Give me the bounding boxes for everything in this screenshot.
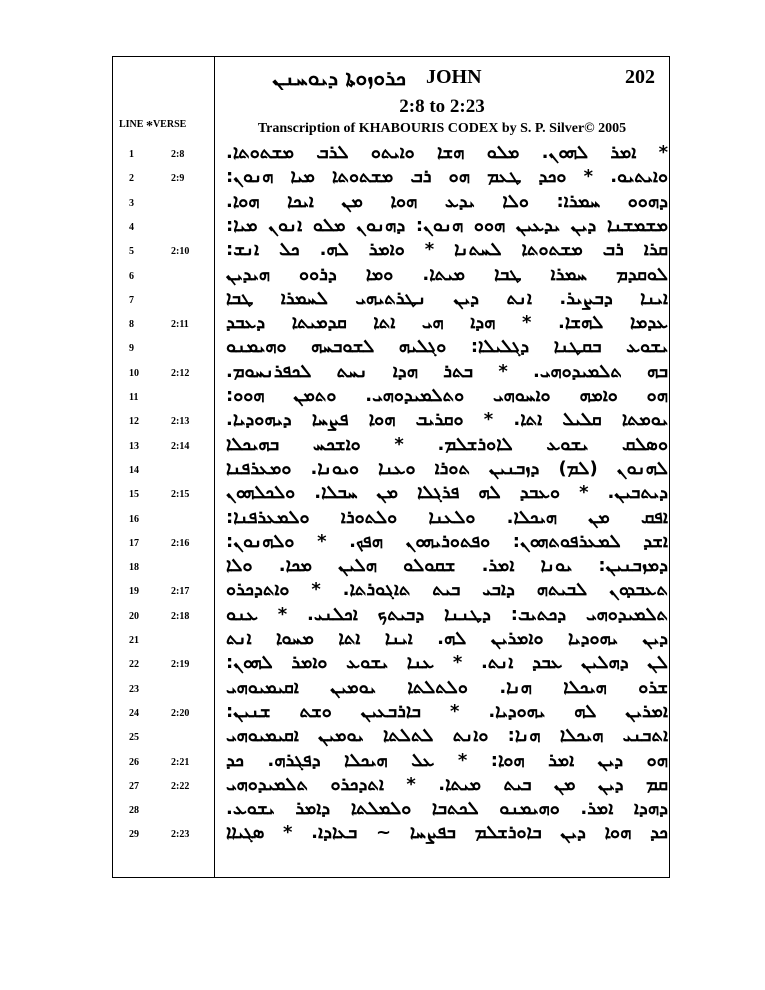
page-number: 202 bbox=[625, 66, 655, 88]
verse-reference: 2:17 bbox=[171, 586, 190, 598]
line-number: 3 bbox=[129, 197, 134, 209]
verse-reference: 2:12 bbox=[171, 367, 190, 379]
line-number: 2 bbox=[129, 173, 134, 185]
syriac-line-text: * ܐܡܪ ܠܗܘܢ. ܡܠܘ ܗܫܐ ܘܐܝܬܘ ܠܪܒ ܡܫܬܘܬܐ. bbox=[226, 142, 668, 163]
syriac-line-text: ܠܘܩܕܡ ܚܡܪܐ ܛܒܐ ܡܝܬܐ. ܘܡܐ ܕܪܘܘ ܗܝܕܝܢ bbox=[226, 263, 668, 285]
line-number: 21 bbox=[129, 635, 139, 646]
verse-reference: 2:10 bbox=[171, 246, 190, 258]
line-number: 5 bbox=[129, 246, 134, 258]
syriac-line-text: ܠܢ ܕܗܠܝܢ ܥܒܕ ܐܢܬ. * ܥܢܐ ܝܫܘܥ ܘܐܡܪ ܠܗܘܢ: bbox=[226, 652, 668, 674]
star-marker: * bbox=[145, 119, 153, 134]
verse-reference: 2:23 bbox=[171, 829, 190, 841]
line-number: 25 bbox=[129, 732, 139, 744]
line-number: 23 bbox=[129, 683, 139, 695]
syriac-line-text: ܩܪܐ ܪܒ ܡܫܬܘܬܐ ܠܚܬܢܐ * ܘܐܡܪ ܠܗ. ܟܠ ܐܢܫ: bbox=[226, 239, 668, 261]
verse-column-header: VERSE bbox=[152, 119, 187, 130]
syriac-line-text: ܡܫܡܫܢܐ ܕܝܢ ܝܕܥܝܢ ܗܘܘ ܗܢܘܢ: ܕܗܢܘܢ ܡܠܘ ܐܢܘܢ ܡܝܐ: bbox=[226, 214, 668, 236]
syriac-line-text: ܝܫܘܥ ܒܩܛܢܐ ܕܓܠܝܠܐ: ܘܓܠܝܗ ܠܫܘܒܚܗ ܘܗܝܡܢܘ bbox=[226, 336, 668, 358]
verse-reference: 2:8 bbox=[171, 149, 185, 160]
syriac-line-text: ܕܡܙܒܢܝܢ: ܝܘܢܐ ܐܡܪ. ܫܩܘܠܘ ܗܠܝܢ ܡܟܐ. ܘܠܐ bbox=[226, 555, 668, 577]
verse-range: 2:8 to 2:23 bbox=[399, 96, 485, 117]
verse-reference: 2:15 bbox=[171, 489, 190, 501]
syriac-line-text: ܘܐܝܬܝܘ. * ܘܟܕ ܛܥܡ ܗܘ ܪܒ ܡܫܬܘܬܐ ܡܝܐ ܗܢܘܢ: bbox=[226, 166, 668, 188]
line-number: 9 bbox=[129, 343, 134, 355]
line-number: 22 bbox=[129, 659, 139, 671]
line-number: 1 bbox=[129, 149, 134, 160]
line-number: 29 bbox=[129, 829, 139, 841]
syriac-line-text: ܐܡܪܝܢ ܠܗ ܝܗܘܕܝܐ. * ܒܐܪܒܥܝܢ ܘܫܬ ܫܢܝܢ: bbox=[226, 700, 668, 722]
verse-reference: 2:21 bbox=[171, 756, 190, 768]
column-headers bbox=[119, 116, 186, 132]
syriac-line-text: ܫܪܘ ܗܝܟܠܐ ܗܢܐ. ܘܠܬܠܬܐ ܝܘܡܝܢ ܐܩܝܡܝܘܗܝ bbox=[226, 676, 668, 698]
syriac-line-text: ܕܝܬܒܝܢ. * ܘܥܒܕ ܠܗ ܦܪܓܠܐ ܡܢ ܚܒܠܐ. ܘܠܟܠܗܘܢ bbox=[226, 482, 668, 504]
syriac-line-text: ܥܕܡܐ ܠܗܫܐ. * ܗܕܐ ܗܝ ܐܬܐ ܩܕܡܝܬܐ ܕܥܒܕ bbox=[226, 312, 668, 334]
verse-reference: 2:13 bbox=[171, 416, 190, 428]
line-column-header: LINE bbox=[119, 119, 144, 130]
line-number: 24 bbox=[129, 707, 139, 719]
line-number: 15 bbox=[129, 489, 139, 501]
syriac-line-text: ܐܝܢܐ ܕܒܨܝܪ. ܐܢܬ ܕܝܢ ܢܛܪܬܝܗܝ ܠܚܡܪܐ ܛܒܐ bbox=[226, 287, 668, 309]
syriac-line-text: ܗܘ ܕܝܢ ܐܡܪ ܗܘܐ: * ܥܠ ܗܝܟܠܐ ܕܦܓܪܗ. ܟܕ bbox=[226, 749, 668, 771]
syriac-line-text: ܝܘܡܬܐ ܩܠܝܠ ܐܬܐ. * ܘܩܪܝܒ ܗܘܐ ܦܨܚܐ ܕܝܗܘܕܝܐ. bbox=[226, 409, 668, 431]
table-row bbox=[112, 822, 670, 855]
syriac-line-text: ܒܗ ܬܠܡܝܕܘܗܝ. * ܒܬܪ ܗܕܐ ܢܚܬ ܠܟܦܪܢܚܘܡ. bbox=[226, 360, 668, 382]
line-number: 12 bbox=[129, 416, 139, 428]
verse-reference: 2:14 bbox=[171, 440, 190, 452]
line-number: 14 bbox=[129, 464, 139, 476]
line-number: 28 bbox=[129, 805, 139, 817]
syriac-line-text: ܕܝܢ ܝܗܘܕܝܐ ܘܐܡܪܝܢ ܠܗ. ܐܝܢܐ ܐܬܐ ܡܚܘܐ ܐܢܬ bbox=[226, 628, 668, 649]
line-number: 20 bbox=[129, 610, 139, 622]
syriac-line-text: ܠܗܢܘܢ (ܠܡ) ܕܙܒܢܝܢ ܬܘܪܐ ܘܥܢܐ ܘܝܘܢܐ. ܘܡܥܪܦܢܐ bbox=[226, 457, 668, 479]
syriac-line-text: ܘܤܠܩ ܝܫܘܥ ܠܐܘܪܫܠܡ. * ܘܐܫܟܚ ܒܗܝܟܠܐ bbox=[226, 433, 668, 455]
line-number: 7 bbox=[129, 294, 134, 306]
verse-reference: 2:18 bbox=[171, 610, 190, 622]
syriac-line-text: ܐܬܒܢܝ ܗܝܟܠܐ ܗܢܐ: ܘܐܢܬ ܠܬܠܬܐ ܝܘܡܝܢ ܐܩܝܡܝܘܗܝ bbox=[226, 725, 668, 747]
syriac-line-text: ܬܠܡܝܕܘܗܝ ܕܟܬܝܒ: ܕܛܢܢܐ ܕܒܝܬܟ ܐܟܠܢܝ. * ܥܢܘ bbox=[226, 603, 668, 625]
syriac-title: ܟܪܘܙܘܬܐ ܕܝܘܚܢܢ bbox=[272, 66, 406, 90]
verse-reference: 2:11 bbox=[171, 319, 189, 331]
line-number: 13 bbox=[129, 440, 139, 452]
line-number: 19 bbox=[129, 586, 139, 598]
verse-reference: 2:16 bbox=[171, 537, 190, 549]
syriac-line-text: ܗܘ ܘܐܡܗ ܘܐܚܘܗܝ ܘܬܠܡܝܕܘܗܝ. ܘܬܡܢ ܗܘܘ: bbox=[226, 385, 668, 406]
line-number: 11 bbox=[129, 392, 139, 403]
transcription-credit: Transcription of KHABOURIS CODEX by S. P. Silver© 2005 bbox=[257, 121, 627, 136]
verse-reference: 2:9 bbox=[171, 173, 185, 185]
verse-reference: 2:20 bbox=[171, 707, 190, 719]
syriac-line-text: ܕܗܕܐ ܐܡܪ. ܘܗܝܡܢܘ ܠܟܬܒܐ ܘܠܡܠܬܐ ܕܐܡܪ ܝܫܘܥ. bbox=[226, 798, 668, 820]
book-title: JOHN bbox=[426, 66, 482, 88]
line-number: 18 bbox=[129, 562, 139, 574]
verse-reference: 2:22 bbox=[171, 780, 190, 792]
line-number: 6 bbox=[129, 270, 134, 282]
line-number: 26 bbox=[129, 756, 139, 768]
syriac-line-text: ܬܥܒܕܘܢ ܠܒܝܬܗ ܕܐܒܝ ܒܝܬ ܬܐܓܘܪܬܐ. * ܘܐܬܕܟܪܘ bbox=[226, 579, 668, 601]
line-number: 10 bbox=[129, 367, 139, 379]
line-number: 17 bbox=[129, 537, 139, 549]
syriac-line-text: ܩܡ ܕܝܢ ܡܢ ܒܝܬ ܡܝܬܐ. * ܐܬܕܟܪܘ ܬܠܡܝܕܘܗܝ bbox=[226, 773, 668, 795]
syriac-line-text: ܐܦܩ ܡܢ ܗܝܟܠܐ. ܘܠܥܢܐ ܘܠܬܘܪܐ ܘܠܡܥܪܦܢܐ: bbox=[226, 506, 668, 528]
line-number: 27 bbox=[129, 780, 139, 792]
syriac-line-text: ܐܫܕ ܠܡܥܪܦܘܬܗܘܢ: ܘܦܬܘܪܝܗܘܢ ܗܦܟ. * ܘܠܗܢܘܢ: bbox=[226, 530, 668, 552]
syriac-line-text: ܕܗܘܘ ܚܡܪܐ: ܘܠܐ ܝܕܥ ܗܘܐ ܡܢ ܐܝܟܐ ܗܘܐ. bbox=[226, 190, 668, 212]
line-number: 8 bbox=[129, 319, 134, 331]
line-number: 4 bbox=[129, 221, 134, 233]
line-number: 16 bbox=[129, 513, 139, 525]
verse-reference: 2:19 bbox=[171, 659, 190, 671]
syriac-line-text: ܟܕ ܗܘܐ ܕܝܢ ܒܐܘܪܫܠܡ ܒܦܨܚܐ ~ ܒܥܐܕܐ. * ܣܓܝܐܐ bbox=[226, 822, 668, 844]
